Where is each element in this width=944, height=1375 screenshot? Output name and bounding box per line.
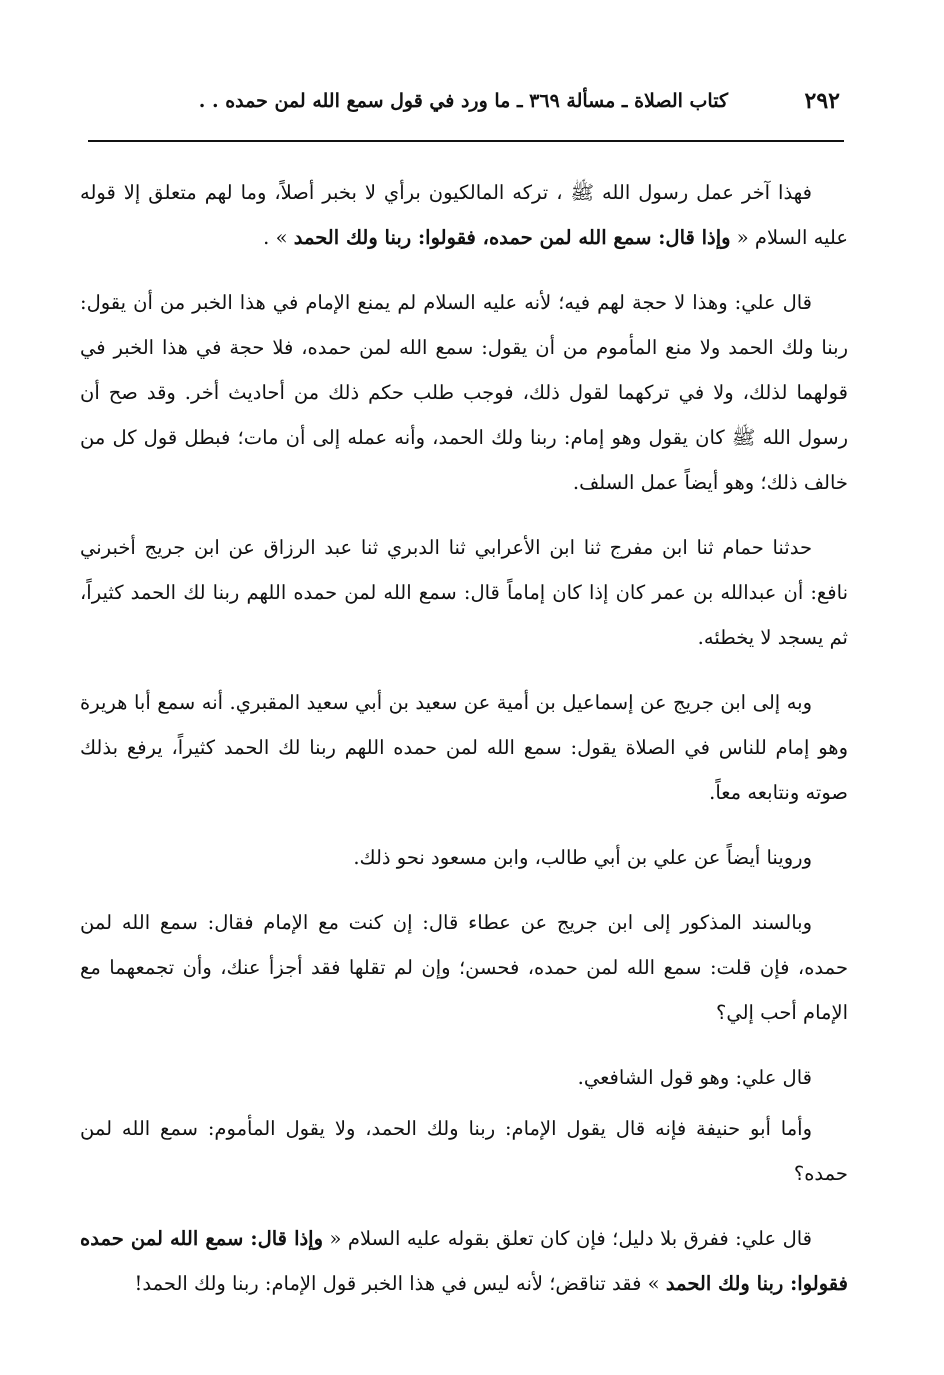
- paragraph-2: [80, 280, 848, 505]
- paragraph-text: وبالسند المذكور إلى ابن جريج عن عطاء قال: إن كنت مع الإمام فقال: سمع الله لمن حمده، فإن قلت: سمع الله لمن حمده، فحسن؛ وإن لم تقلها فقد أجزأ عنك، وأن تجمعهما مع الإمام أحب إلي؟: [80, 911, 848, 1024]
- paragraph-text: قال علي: ففرق بلا دليل؛ فإن كان تعلق بقوله عليه السلام «: [323, 1227, 812, 1250]
- paragraph-text: قال علي: وهو قول الشافعي.: [577, 1066, 812, 1089]
- paragraph-text: وروينا أيضاً عن علي بن أبي طالب، وابن مسعود نحو ذلك.: [353, 846, 812, 869]
- page-number: ٢٩٢: [804, 88, 840, 114]
- paragraph-3: [80, 525, 848, 660]
- running-title: كتاب الصلاة ـ مسألة ٣٦٩ ـ ما ورد في قول سمع الله لمن حمده . .: [198, 90, 728, 112]
- paragraph-text: حدثنا حمام ثنا ابن مفرج ثنا ابن الأعرابي ثنا الدبري ثنا عبد الرزاق عن ابن جريج أخبرني نافع: أن عبدالله بن عمر كان إذا كان إماماً قال: سمع الله لمن حمده اللهم ربنا لك الحمد كثيراً، ثم يسجد لا يخطئه.: [80, 536, 848, 649]
- paragraph-text: وبه إلى ابن جريج عن إسماعيل بن أمية عن سعيد بن أبي سعيد المقبري. أنه سمع أبا هريرة وهو إمام للناس في الصلاة يقول: سمع الله لمن حمده اللهم ربنا لك الحمد كثيراً، يرفع بذلك صوته ونتابعه معاً.: [80, 691, 848, 804]
- header-divider: [88, 140, 844, 142]
- paragraph-text: قال علي: وهذا لا حجة لهم فيه؛ لأنه عليه السلام لم يمنع الإمام في هذا الخبر من أن يقول: ربنا ولك الحمد ولا منع المأموم من أن يقول: سمع الله لمن حمده، فلا حجة في هذا الخبر في قولهما لذلك، ولا في تركهما لقول ذلك، فوجب طلب حكم ذلك من أحاديث أخر. وقد صح أن رسول الله ﷺ كان يقول وهو إمام: ربنا ولك الحمد، وأنه عمله إلى أن مات؛ فبطل قول كل من خالف ذلك؛ وهو أيضاً عمل السلف.: [80, 291, 848, 494]
- paragraph-5: [80, 835, 848, 880]
- paragraph-text: وأما أبو حنيفة فإنه قال يقول الإمام: ربنا ولك الحمد، ولا يقول المأموم: سمع الله لمن حمده؟: [80, 1117, 848, 1185]
- page-header: [88, 82, 848, 128]
- page-body: [80, 170, 848, 1326]
- paragraph-4: [80, 680, 848, 815]
- paragraph-text: » فقد تناقض؛ لأنه ليس في هذا الخبر قول الإمام: ربنا ولك الحمد!: [134, 1272, 666, 1295]
- paragraph-7: [80, 1055, 848, 1100]
- paragraph-6: [80, 900, 848, 1035]
- paragraph-text: » .: [263, 226, 294, 249]
- paragraph-9: [80, 1216, 848, 1306]
- paragraph-text: فهذا آخر عمل رسول الله ﷺ ، تركه المالكيون برأي لا بخبر أصلاً، وما لهم متعلق إلا قوله عليه السلام «: [80, 181, 848, 249]
- paragraph-8: [80, 1106, 848, 1196]
- hadith-quote: وإذا قال: سمع الله لمن حمده فقولوا: ربنا ولك الحمد: [80, 1227, 848, 1295]
- hadith-quote: وإذا قال: سمع الله لمن حمده، فقولوا: ربنا ولك الحمد: [293, 226, 731, 249]
- paragraph-1: [80, 170, 848, 260]
